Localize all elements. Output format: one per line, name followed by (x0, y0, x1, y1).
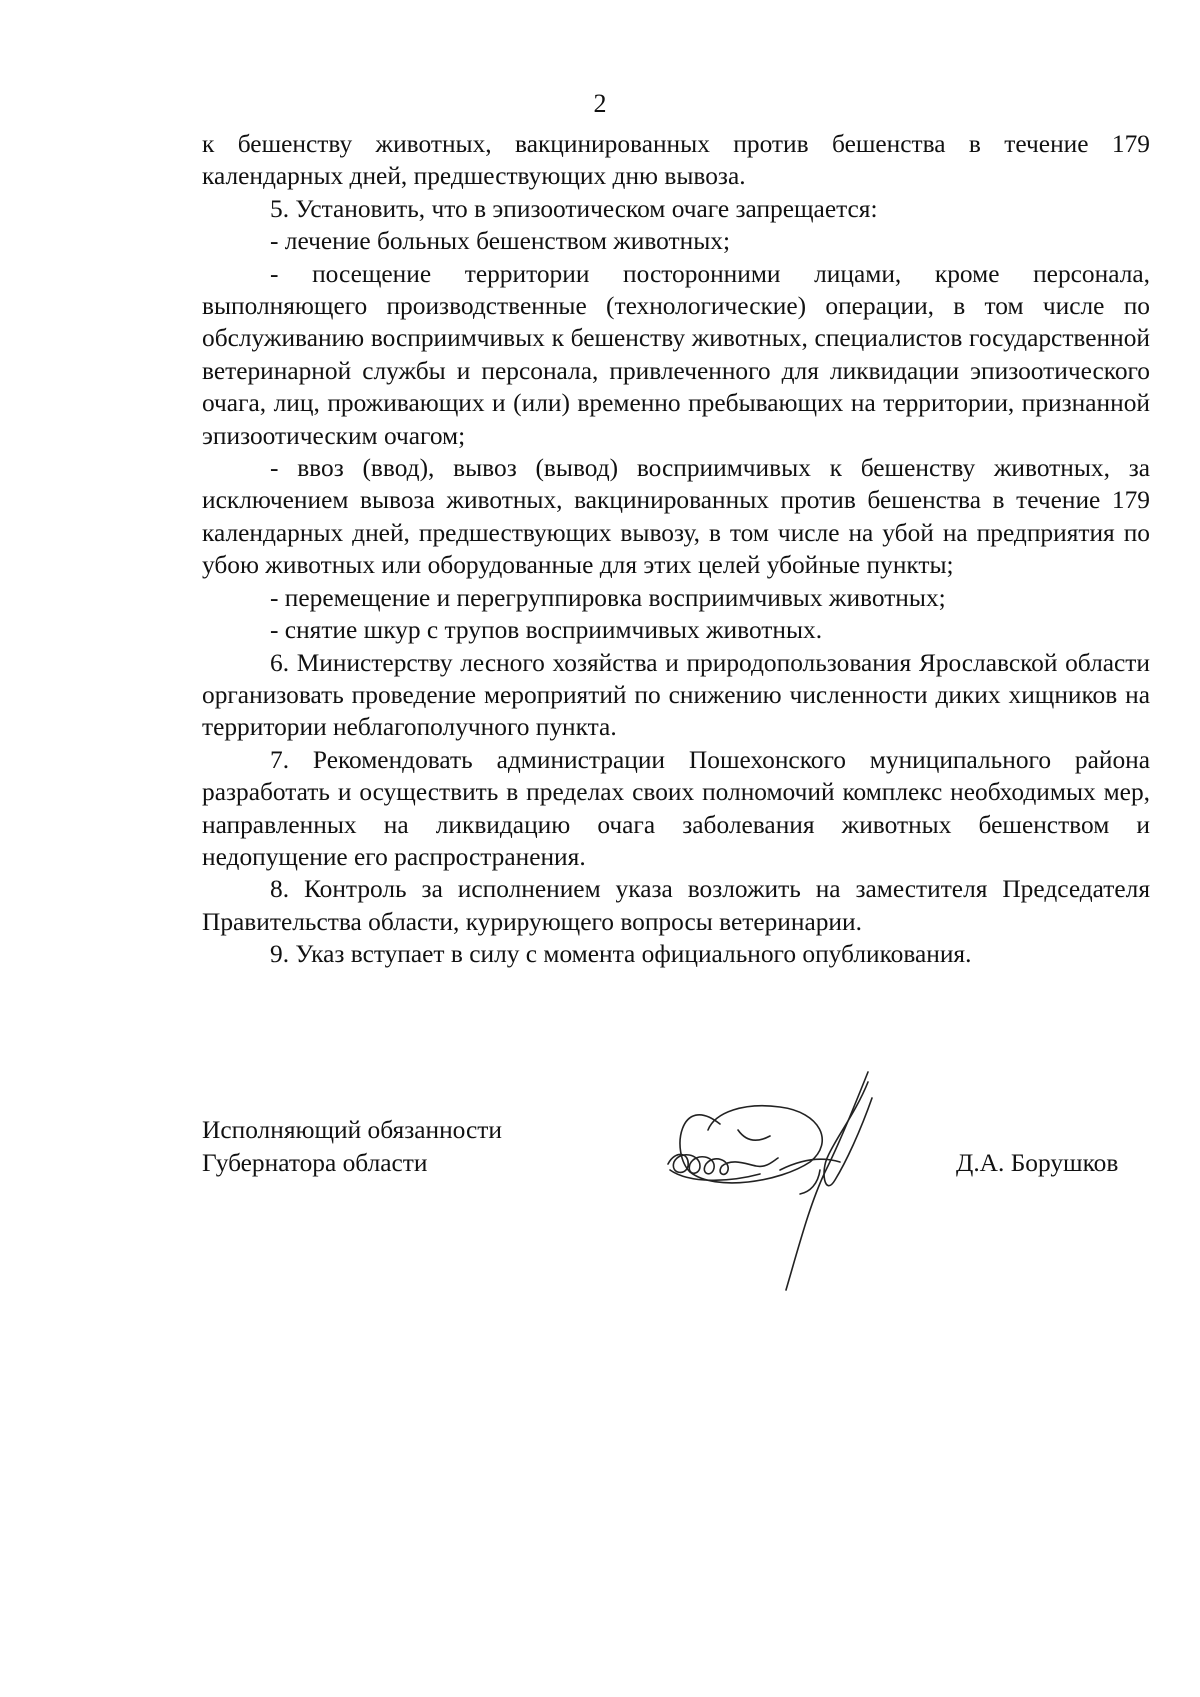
list-item-import-export: - ввоз (ввод), вывоз (вывод) восприимчивых к бешенству животных, за исключением вывоза животных, вакцинированных против бешенства в течение 179 календарных дней, предшествующих вывозу, в том числе на убой на предприятия по убою животных или оборудованные для этих целей убойные пункты; (202, 454, 1150, 580)
document-body (202, 128, 1150, 971)
page-number: 2 (593, 89, 607, 118)
list-item-skinning: - снятие шкур с трупов восприимчивых животных. (270, 616, 823, 645)
signer-position-line1: Исполняющий обязанности (202, 1116, 502, 1144)
signer-position (202, 1114, 502, 1180)
signer-position-line2: Губернатора области (202, 1149, 428, 1177)
paragraph-item-8: 8. Контроль за исполнением указа возложить на заместителя Председателя Правительства области, курирующего вопросы ветеринарии. (202, 875, 1150, 936)
paragraph-item-6: 6. Министерству лесного хозяйства и природопользования Ярославской области организовать проведение мероприятий по снижению численности диких хищников на территории неблагополучного пункта. (202, 648, 1150, 742)
handwritten-signature (660, 1052, 900, 1302)
paragraph-item-5: 5. Установить, что в эпизоотическом очаге запрещается: (270, 194, 878, 223)
paragraph-continuation: к бешенству животных, вакцинированных против бешенства в течение 179 календарных дней, предшествующих дню вывоза. (202, 130, 1150, 191)
paragraph-item-9: 9. Указ вступает в силу с момента официального опубликования. (270, 940, 972, 969)
paragraph-item-7: 7. Рекомендовать администрации Пошехонского муниципального района разработать и осуществить в пределах своих полномочий комплекс необходимых мер, направленных на ликвидацию очага заболевания животных бешенством и недопущение его распространения. (202, 745, 1150, 871)
list-item-relocation: - перемещение и перегруппировка восприимчивых животных; (270, 583, 946, 612)
list-item-treatment: - лечение больных бешенством животных; (270, 227, 731, 256)
list-item-visits: - посещение территории посторонними лицами, кроме персонала, выполняющего производственные (технологические) операции, в том числе по обслуживанию восприимчивых к бешенству животных, специалистов государственной ветеринарной службы и персонала, привлеченного для ликвидации эпизоотического очага, лиц, проживающих и (или) временно пребывающих на территории, признанной эпизоотическим очагом; (202, 259, 1150, 450)
signer-name: Д.А. Борушков (956, 1149, 1119, 1177)
